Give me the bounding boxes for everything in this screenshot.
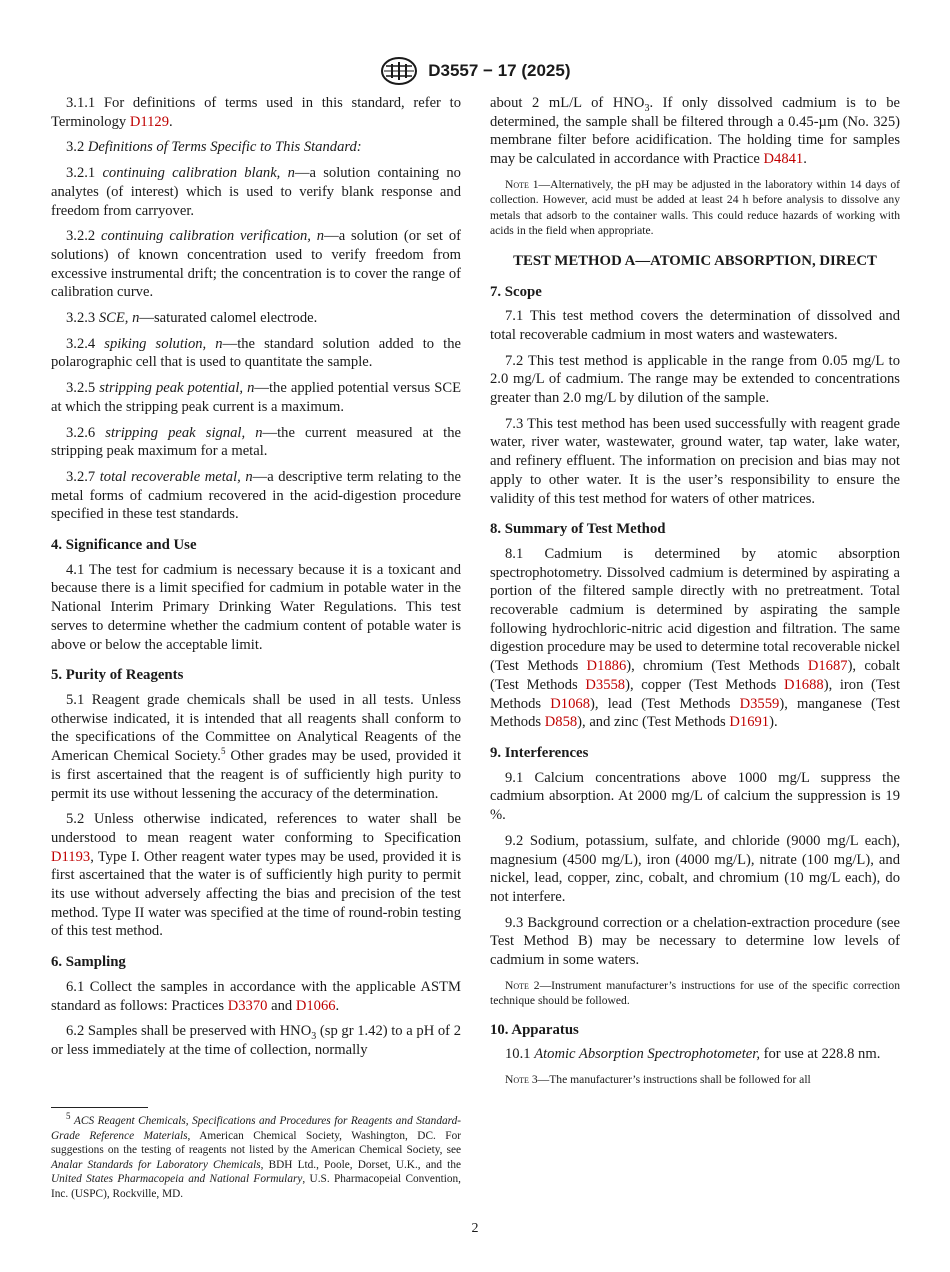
para-3-1-1: 3.1.1 For definitions of terms used in this standard, refer to Terminology D1129. <box>51 95 461 130</box>
ref-d858[interactable]: D858 <box>544 714 578 731</box>
para-5-2: 5.2 Unless otherwise indicated, references to water shall be understood to mean reagent water conforming to Specification D1193, Type I. Other reagent water types may be used, provided it is first ascertained that the water is of sufficiently high purity to permit its use without adversely affecting the bias and precision of the test method. Type II water was specified at the time of round-robin testing of this test method. <box>51 811 461 940</box>
para-3-2-4: 3.2.4 spiking solution, n—the standard solution added to the polarographic cell that is used to quantitate the sample. <box>51 335 461 371</box>
ref-d1193[interactable]: D1193 <box>51 848 91 865</box>
para-3-2-3: 3.2.3 SCE, n—saturated calomel electrode. <box>66 310 318 327</box>
heading-section-5: 5. Purity of Reagents <box>51 667 184 684</box>
astm-logo-icon <box>380 56 418 86</box>
para-7-1: 7.1 This test method covers the determination of dissolved and total recoverable cadmium in most waters and wastewaters. <box>490 308 900 343</box>
ref-d1068[interactable]: D1068 <box>550 695 590 712</box>
para-7-3: 7.3 This test method has been used successfully with reagent grade water, river water, wastewater, ground water, tap water, lake water, and refinery effluent. The information on precision and bias may not apply to other water. It is the user’s responsibility to ensure the validity of this test method for waters of other matrices. <box>490 415 900 507</box>
para-8-1: 8.1 Cadmium is determined by atomic absorption spectrophotometry. Dissolved cadmium is determined by aspirating a portion of the filtered sample directly with no pretreatment. Total recoverable cadmium is determined by aspirating the sample following hydrochloric-nitric acid digestion and filtration. The same digestion procedure may be used to determine total recoverable nickel (Test Methods D1886), chromium (Test Methods D1687), cobalt (Test Methods D3558), copper (Test Methods D1688), iron (Test Methods D1068), lead (Test Methods D3559), manganese (Test Methods D858), and zinc (Test Methods D1691). <box>490 545 900 731</box>
ref-d1129[interactable]: D1129 <box>129 113 170 130</box>
para-7-2: 7.2 This test method is applicable in the range from 0.05 mg/L to 2.0 mg/L of cadmium. The range may be extended to concentrations greater than 2.0 mg/L by dilution of the sample. <box>490 352 900 407</box>
para-3-2-1: 3.2.1 continuing calibration blank, n—a solution containing no analytes (of interest) which is used to verify blank response and freedom from carryover. <box>51 165 461 219</box>
heading-section-7: 7. Scope <box>490 283 542 300</box>
para-3-2-5: 3.2.5 stripping peak potential, n—the applied potential versus SCE at which the stripping peak current is a maximum. <box>51 380 461 415</box>
right-column <box>490 94 900 1097</box>
para-3-2-6: 3.2.6 stripping peak signal, n—the current measured at the stripping peak maximum for a metal. <box>51 424 461 460</box>
para-3-2-2: 3.2.2 continuing calibration verification, n—a solution (or set of solutions) of known concentration used to verify freedom from excessive instrumental drift; the concentration is to cover the range of calibration curve. <box>51 228 461 301</box>
heading-section-6: 6. Sampling <box>51 954 126 971</box>
ref-d1886[interactable]: D1886 <box>586 658 627 675</box>
page-number: 2 <box>471 1221 479 1236</box>
footnote-5: $^5$ ACS Reagent Chemicals, Specifications and Procedures for Reagents and Standard-Grade Reference Materials, American Chemical Society, Washington, DC. For suggestions on the testing of reagents not listed by the American Chemical Society, see Analar Standards for Laboratory Chemicals, BDH Ltd., Poole, Dorset, U.K., and the United States Pharmacopeia and National Formulary, U.S. Pharmacopeial Convention, Inc. (USPC), Rockville, MD. <box>51 1111 461 1200</box>
heading-section-8: 8. Summary of Test Method <box>490 521 666 538</box>
note-1: Note 1—Alternatively, the pH may be adjusted in the laboratory within 14 days of collection. However, acid must be added at least 24 h before analysis to dissolve any metals that adsorb to the container walls. This could reduce hazards of working with acids in the field when appropriate. <box>490 177 900 238</box>
note-2: Note 2—Instrument manufacturer’s instructions for use of the specific correction technique should be followed. <box>490 978 900 1008</box>
document-designation: D3557 − 17 (2025) <box>428 61 571 80</box>
ref-d1687[interactable]: D1687 <box>807 658 848 675</box>
para-3-2-7: 3.2.7 total recoverable metal, n—a descriptive term relating to the metal forms of cadmium recovered in the acid-digestion procedure specified in these test standards. <box>51 468 461 523</box>
para-10-1: 10.1 Atomic Absorption Spectrophotometer, for use at 228.8 nm. <box>505 1046 881 1063</box>
para-6-2-continued: about 2 mL/L of $HNO_3$. If only dissolved cadmium is to be determined, the sample shall be filtered through a 0.45-µm (No. 325) membrane filter before acidification. The holding time for samples may be calculated in accordance with Practice D4841. <box>490 95 901 168</box>
left-column <box>51 94 461 1067</box>
ref-d3558[interactable]: D3558 <box>585 676 626 693</box>
para-6-1: 6.1 Collect the samples in accordance with the applicable ASTM standard as follows: Practices D3370 and D1066. <box>51 978 461 1014</box>
ref-d3370[interactable]: D3370 <box>227 997 268 1014</box>
para-4-1: 4.1 The test for cadmium is necessary because it is a toxicant and because there is a limit specified for cadmium in potable water in the National Interim Primary Drinking Water Regulations. This test serves to determine whether the cadmium content of potable water is above or below the acceptable limit. <box>51 561 461 653</box>
note-3: Note 3—The manufacturer’s instructions shall be followed for all <box>505 1073 811 1087</box>
heading-section-4: 4. Significance and Use <box>51 537 197 554</box>
ref-d1691[interactable]: D1691 <box>729 714 770 731</box>
ref-d4841[interactable]: D4841 <box>763 151 804 168</box>
para-3-2: 3.2 Definitions of Terms Specific to This Standard: <box>66 139 362 156</box>
para-5-1: 5.1 Reagent grade chemicals shall be used in all tests. Unless otherwise indicated, it is intended that all reagents shall conform to the specifications of the Committee on Analytical Reagents of the American Chemical Society.$^5$ Other grades may be used, provided it is first ascertained that the reagent is of sufficiently high purity to permit its use without lessening the accuracy of the determination. <box>51 691 462 802</box>
heading-section-9: 9. Interferences <box>490 744 589 761</box>
heading-section-10: 10. Apparatus <box>490 1021 579 1038</box>
footnote-marker[interactable]: 5 <box>220 746 226 757</box>
ref-d1688[interactable]: D1688 <box>783 676 824 693</box>
para-6-2: 6.2 Samples shall be preserved with $HNO_3$ (sp gr 1.42) to a pH of 2 or less immediately at the time of collection, normally <box>51 1023 461 1058</box>
ref-d3559[interactable]: D3559 <box>739 695 780 712</box>
page-header <box>0 56 950 86</box>
para-9-1: 9.1 Calcium concentrations above 1000 mg/L suppress the cadmium absorption. At 2000 mg/L of calcium the suppression is 19 %. <box>490 769 900 824</box>
heading-test-method-a: TEST METHOD A—ATOMIC ABSORPTION, DIRECT <box>513 252 877 269</box>
para-9-2: 9.2 Sodium, potassium, sulfate, and chloride (9000 mg/L each), magnesium (4500 mg/L), iron (4000 mg/L), nitrate (100 mg/L), and nickel, lead, copper, zinc, cobalt, and chromium (10 mg/L each), do not interfere. <box>490 832 900 905</box>
para-9-3: 9.3 Background correction or a chelation-extraction procedure (see Test Method B) may be necessary to determine low levels of cadmium in some waters. <box>490 914 900 969</box>
footnote-divider <box>51 1107 148 1108</box>
ref-d1066[interactable]: D1066 <box>295 997 336 1014</box>
